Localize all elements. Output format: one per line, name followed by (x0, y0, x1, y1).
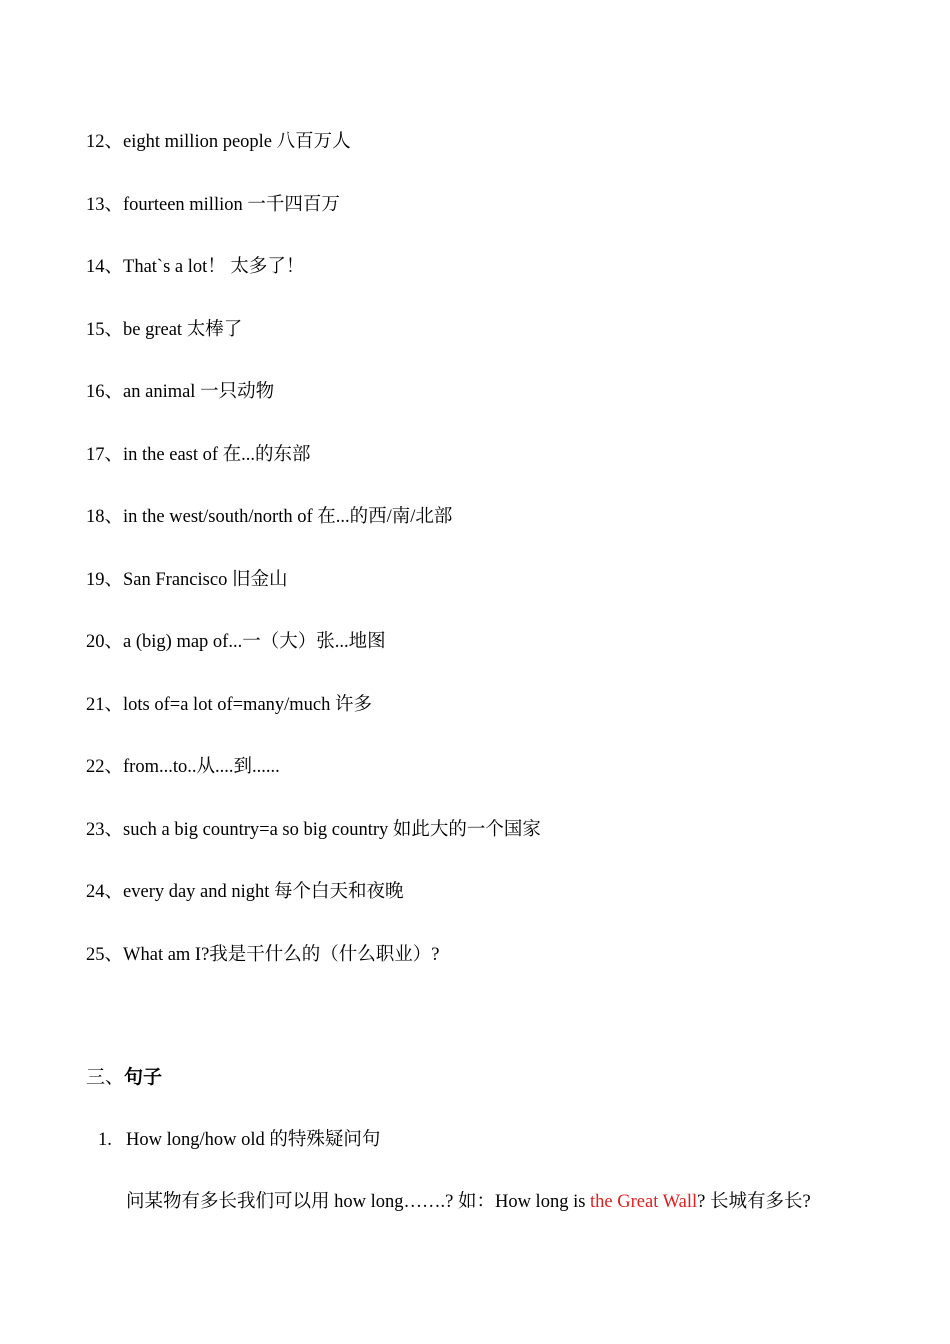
item-number: 15、 (86, 319, 124, 340)
item-number: 17、 (86, 444, 124, 465)
item-number: 24、 (86, 882, 124, 902)
highlighted-term: the Great Wall (590, 1192, 698, 1212)
sentence-item (98, 1126, 380, 1154)
list-item (86, 378, 541, 441)
list-item (86, 128, 541, 191)
explanation-after: ? 长城有多长? (697, 1192, 811, 1212)
explanation-before: 问某物有多长我们可以用 how long…….? 如：How long is (126, 1192, 591, 1212)
item-text: in the east of 在...的东部 (123, 444, 311, 465)
item-number: 12、 (86, 132, 124, 152)
item-text: fourteen million 一千四百万 (123, 194, 340, 215)
item-text: in the west/south/north of 在...的西/南/北部 (123, 507, 453, 527)
item-text: an animal 一只动物 (123, 382, 275, 402)
item-number: 16、 (86, 382, 124, 402)
item-text: a (big) map of...一（大）张...地图 (123, 632, 386, 652)
item-text: such a big country=a so big country 如此大的一个国家 (123, 819, 541, 840)
sentence-text: How long/how old 的特殊疑问句 (126, 1130, 381, 1150)
list-item (86, 441, 541, 504)
item-number: 18、 (86, 507, 124, 527)
list-item (86, 878, 541, 941)
list-item (86, 628, 541, 691)
item-number: 14、 (86, 257, 124, 277)
list-item (86, 753, 541, 816)
list-item (86, 941, 541, 1004)
list-item (86, 566, 541, 629)
item-number: 21、 (86, 694, 124, 715)
item-text: What am I?我是干什么的（什么职业）? (123, 944, 440, 965)
item-text: every day and night 每个白天和夜晚 (123, 882, 404, 902)
list-item (86, 503, 541, 566)
list-item (86, 816, 541, 879)
item-number: 25、 (86, 944, 124, 965)
item-number: 22、 (86, 757, 124, 777)
list-item (86, 316, 541, 379)
sentence-number: 1. (98, 1130, 112, 1150)
item-number: 20、 (86, 632, 124, 652)
list-item (86, 253, 541, 316)
item-number: 23、 (86, 819, 124, 840)
item-text: eight million people 八百万人 (123, 132, 351, 152)
item-text: from...to..从....到...... (123, 757, 280, 777)
section-heading (86, 1063, 162, 1091)
item-text: lots of=a lot of=many/much 许多 (123, 694, 373, 715)
item-text: That`s a lot！ 太多了！ (123, 257, 305, 277)
item-text: San Francisco 旧金山 (123, 569, 288, 590)
section-title: 句子 (124, 1066, 163, 1088)
list-item (86, 691, 541, 754)
section-number: 三、 (86, 1066, 125, 1088)
item-number: 19、 (86, 569, 124, 590)
vocabulary-list (86, 128, 541, 1003)
explanation-paragraph (126, 1188, 811, 1216)
item-text: be great 太棒了 (123, 319, 243, 340)
list-item (86, 191, 541, 254)
item-number: 13、 (86, 194, 124, 215)
